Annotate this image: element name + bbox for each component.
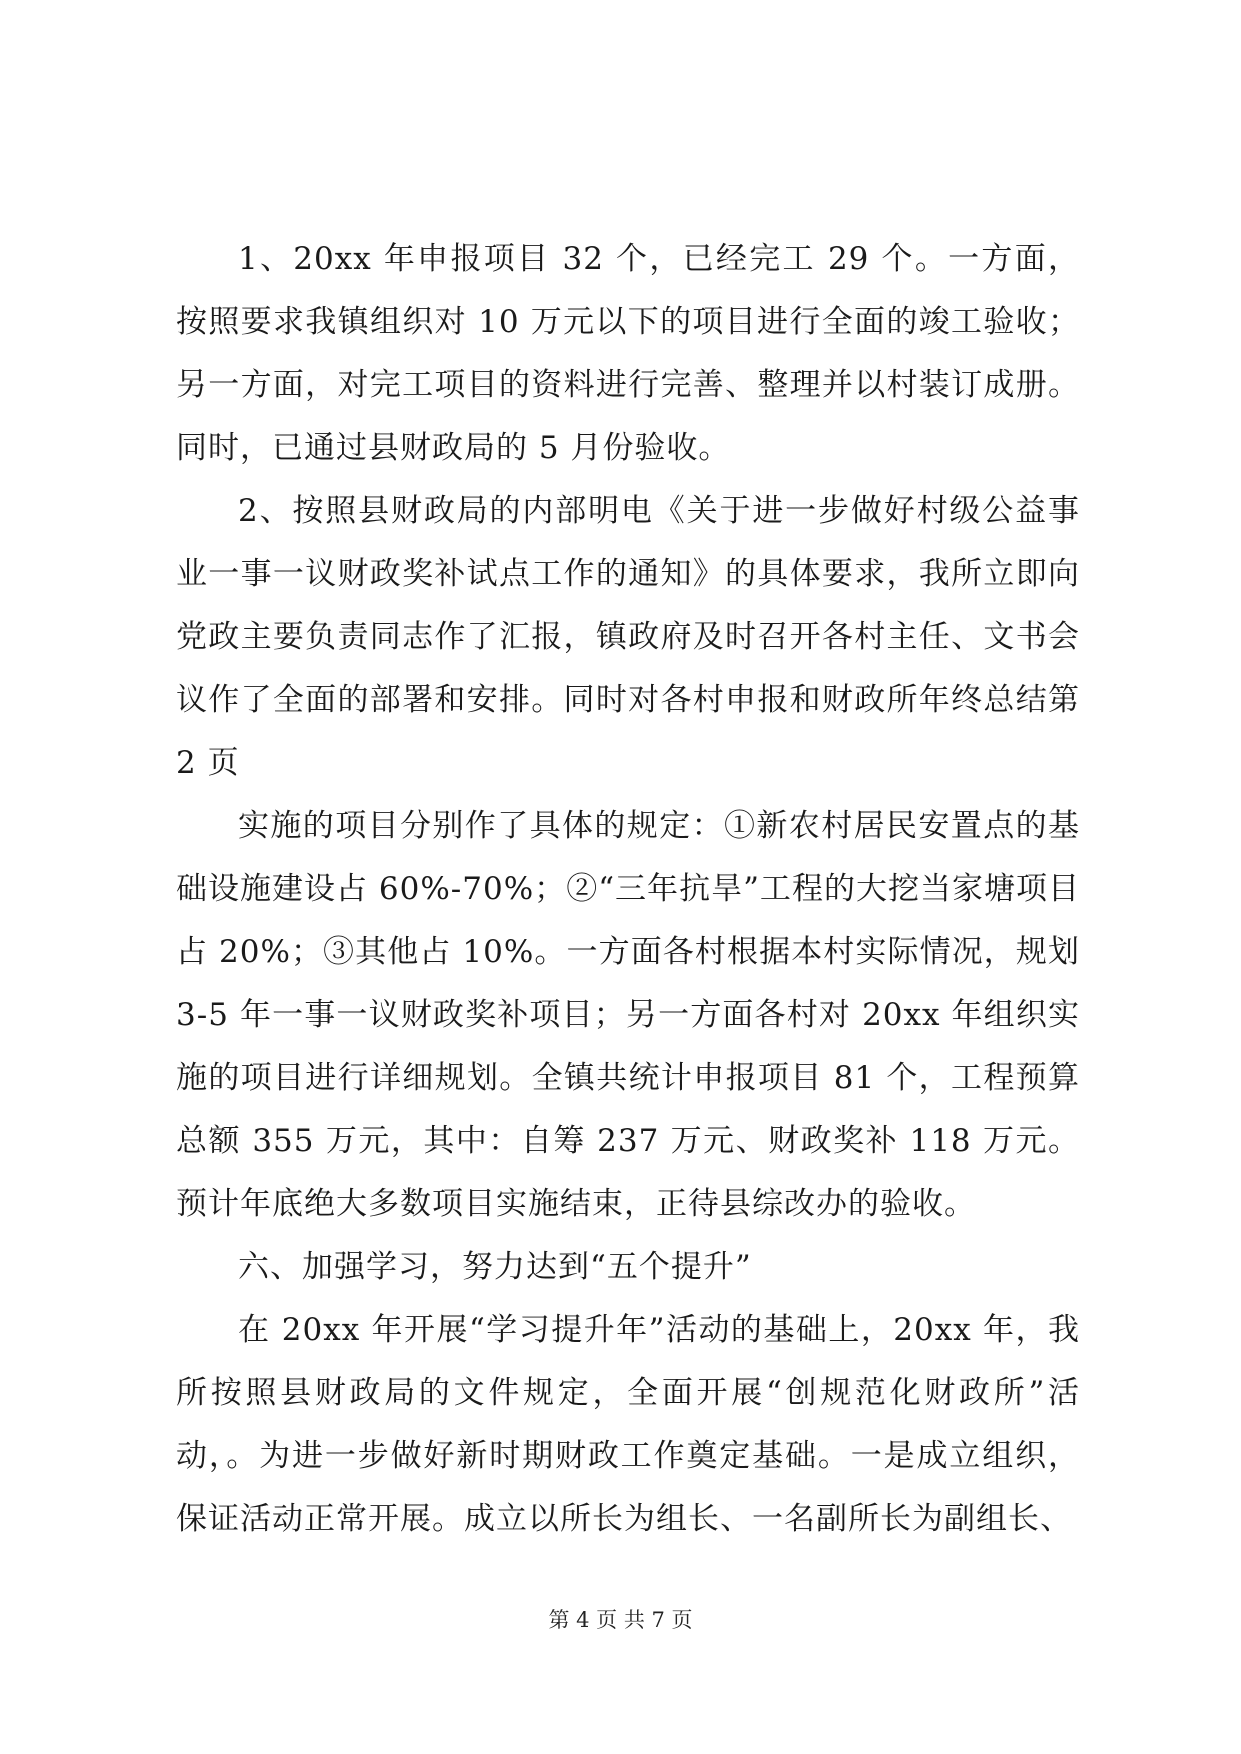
paragraph-1: 1、20xx 年申报项目 32 个，已经完工 29 个。一方面，按照要求我镇组织对 10 万元以下的项目进行全面的竣工验收；另一方面，对完工项目的资料进行完善、整理并以村装订成册。同时，已通过县财政局的 5 月份验收。 bbox=[176, 241, 1080, 466]
document-body bbox=[176, 228, 1080, 1551]
paragraph-3: 实施的项目分别作了具体的规定：①新农村居民安置点的基础设施建设占 60%-70%；②“三年抗旱”工程的大挖当家塘项目占 20%；③其他占 10%。一方面各村根据本村实际情况，规划 3-5 年一事一议财政奖补项目；另一方面各村对 20xx 年组织实施的项目进行详细规划。全镇共统计申报项目 81 个，工程预算总额 355 万元，其中：自筹 237 万元、财政奖补 118 万元。预计年底绝大多数项目实施结束，正待县综改办的验收。 bbox=[176, 808, 1080, 1222]
paragraph-2: 2、按照县财政局的内部明电《关于进一步做好村级公益事业一事一议财政奖补试点工作的通知》的具体要求，我所立即向党政主要负责同志作了汇报，镇政府及时召开各村主任、文书会议作了全面的部署和安排。同时对各村申报和财政所年终总结第 2 页 bbox=[176, 493, 1080, 781]
paragraph-5: 在 20xx 年开展“学习提升年”活动的基础上，20xx 年，我所按照县财政局的文件规定，全面开展“创规范化财政所”活动，。为进一步做好新时期财政工作奠定基础。一是成立组织，保证活动正常开展。成立以所长为组长、一名副所长为副组长、 bbox=[176, 1312, 1080, 1537]
page-number-footer: 第 4 页 共 7 页 bbox=[548, 1608, 693, 1632]
section-heading: 六、加强学习，努力达到“五个提升” bbox=[238, 1249, 752, 1285]
